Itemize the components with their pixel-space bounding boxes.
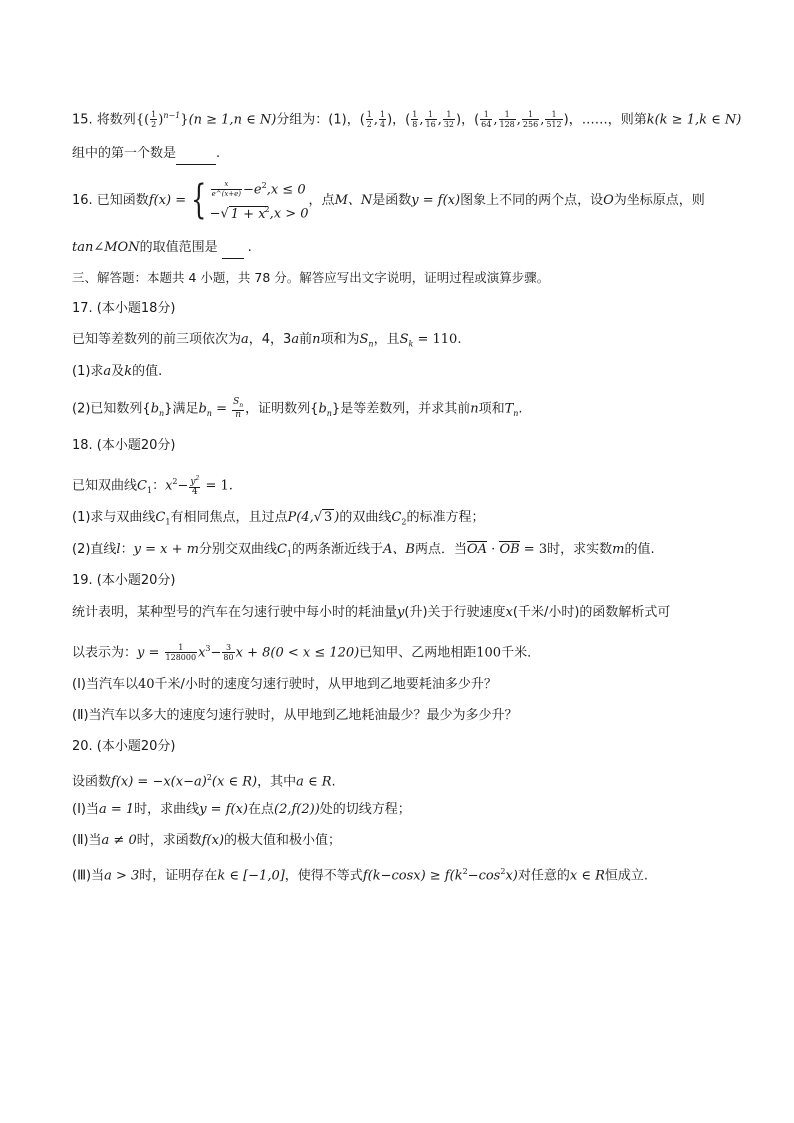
- q17-p1d: 的值.: [132, 364, 163, 379]
- q16-answer-blank[interactable]: [222, 238, 244, 259]
- q19-l2y: y =: [137, 645, 164, 661]
- q18-eq-c: = 1.: [201, 478, 233, 494]
- q20-p3b: a > 3: [104, 868, 140, 884]
- q19-l1b: (升)关于行驶速度: [404, 605, 506, 620]
- q19-line-2: 以表示为：y = $\frac{1}{128000}$ $x^3-$ $\frac{3}{80}$ x + 8(0 < x ≤ 120)已知甲、乙两地相距100千米．: [72, 643, 541, 663]
- q17-stem: 已知等差数列的前三项依次为a，4，3a前n项和为$S_n$，且$S_k = 110$.: [72, 332, 462, 349]
- q20-p3f: f(k−cosx) ≥ f(k: [362, 868, 463, 884]
- q17-p2-b3: b: [318, 401, 327, 417]
- q16-yfx: y = f(x): [411, 192, 461, 208]
- q20-p1g: 处的切线方程；: [319, 802, 411, 817]
- q19-y: y: [397, 605, 405, 620]
- section-3-text: 三、解答题：本题共 4 小题，共 78 分。解答应写出文字说明，证明过程或演算步骤。: [72, 270, 550, 285]
- q17-p2h: .: [518, 401, 523, 417]
- q20-head: [72, 737, 176, 757]
- q18-stem: 已知双曲线$C_1$：$x^2-$ $\frac{y^2}{4}$ = 1.: [72, 475, 233, 498]
- q20-p1a: (Ⅰ)当: [72, 802, 99, 817]
- q17-Sn: S: [359, 332, 369, 347]
- q15-text-3: 组中的第一个数是: [72, 146, 177, 161]
- q18-p1e: ): [334, 510, 340, 525]
- q19-l2e: 已知甲、乙两地相距: [359, 645, 477, 661]
- q15-seq-close-paren: ): [158, 112, 164, 128]
- q20-p2e: 的极大值和极小值；: [224, 833, 342, 848]
- q20-stem-e: .: [331, 774, 336, 790]
- q20-p1c: 时，求曲线: [134, 802, 200, 817]
- q18-vec-OA: OA: [466, 542, 488, 557]
- q17-p2-b: b: [150, 401, 160, 417]
- q20-p3c: 时，证明存在: [139, 868, 218, 884]
- q18-C2: C: [391, 510, 402, 525]
- q16-line-2b: 的取值范围是: [139, 240, 218, 255]
- q18-y2-over-4: $\frac{y^2}{4}$: [190, 475, 200, 498]
- q17-stem-c: 前: [299, 332, 313, 347]
- q15-cond: (n ≥ 1,n ∈ N): [188, 112, 277, 128]
- q16-text-4: 为坐标原点，则: [613, 192, 705, 208]
- q18-dot: ·: [487, 542, 500, 557]
- q18-p2f: = 3: [519, 542, 548, 557]
- q19-x3: x: [198, 645, 206, 661]
- q15-answer-blank[interactable]: [176, 144, 216, 165]
- q18-stem-b: ：: [152, 478, 166, 494]
- q15-g4-f1: $\frac{1}{64}$: [481, 110, 492, 130]
- q18-part-2: (2)直线l：y = x + m分别交双曲线$C_1$的两条渐近线于A、B两点．当OA · OB = 3时，求实数m的值.: [72, 542, 655, 559]
- q15-seq-close: }: [180, 112, 189, 128]
- q17-head: [72, 299, 176, 319]
- q15-text-2: )，……，则第: [563, 112, 647, 128]
- q18-p2d: 的两条渐近线于: [292, 542, 384, 557]
- q17-p1: (1)求: [72, 364, 104, 379]
- q15-g2-f2: $\frac{1}{4}$: [380, 110, 386, 130]
- q20-p3g: −cos: [467, 868, 501, 884]
- q18-p1a: (1)求与双曲线: [72, 510, 156, 525]
- q19-head: [72, 571, 176, 591]
- q15-g3-f1: $\frac{1}{8}$: [412, 110, 418, 130]
- q20-p1f: (2,f(2)): [274, 802, 320, 817]
- q17-sk-eq: = 110.: [413, 332, 462, 347]
- q17-stem-e: ，且: [373, 332, 400, 347]
- q20-p3i: 对任意的: [517, 868, 570, 884]
- q20-p1e: 在点: [247, 802, 274, 817]
- q19-l2d: x + 8(0 < x ≤ 120): [235, 645, 360, 661]
- q20-stem-d: a ∈ R: [296, 774, 332, 790]
- q15-g2-f1: $\frac{1}{2}$: [366, 110, 372, 130]
- q18-p1c: P(4,: [287, 510, 314, 525]
- q18-p2b: ：: [120, 542, 134, 557]
- q16-end: .: [247, 240, 252, 255]
- q18-p1-C1: C: [155, 510, 166, 525]
- q15-end: .: [216, 146, 221, 161]
- q20-p2a: (Ⅱ)当: [72, 833, 102, 848]
- q20-part-2: [72, 831, 341, 851]
- q17-Sn-over-n: $\frac{S_n}{n}$: [233, 397, 244, 420]
- q20-p1b: a = 1: [98, 802, 135, 817]
- q20-p2c: 时，求函数: [136, 833, 202, 848]
- q17-a-2: a: [291, 332, 300, 347]
- q20-head-text: 20. (本小题20分): [72, 739, 176, 754]
- q15-label: 15. 将数列: [72, 112, 136, 128]
- q18-p2-C1: C: [276, 542, 287, 557]
- q17-head-text: 17. (本小题18分): [72, 301, 176, 316]
- q18-p2c: 分别交双曲线: [198, 542, 277, 557]
- q20-p1d: y = f(x): [199, 802, 248, 817]
- q18-C1: C: [137, 478, 147, 494]
- q18-eq-minus: −: [177, 478, 189, 494]
- q17-p2-n: n: [470, 401, 479, 417]
- q15-g4-f2: $\frac{1}{128}$: [499, 110, 515, 130]
- q17-p2a: (2)已知数列{: [72, 401, 151, 417]
- q19-head-text: 19. (本小题20分): [72, 573, 176, 588]
- q15-line-1: 15. 将数列{( $\frac{1}{2}$ )$^{n-1}$}(n ≥ 1,n ∈ N)分组为：(1)，( $\frac{1}{2}$ , $\frac{1}{4}$ )，( $\frac{1}{8}$ , $\frac{1}{16}$ , $\frac{1}{32}$ )，( $\frac{1}{64}$ , $\frac{1}{128}$ , $\frac{1}{256}$ , $\frac{1}{512}$ )，……，则第k(k ≥ 1,k ∈ N): [72, 110, 742, 130]
- q17-p1-a: a: [103, 364, 112, 379]
- q16-cases: [210, 176, 309, 225]
- q18-part-1: (1)求与双曲线$C_1$有相同焦点，且过点P(4,√ 3 )的双曲线$C_2$的标准方程；: [72, 510, 485, 527]
- q18-vec-OB: OB: [499, 542, 520, 557]
- q19-frac-2: $\frac{3}{80}$: [223, 643, 234, 663]
- q19-l1c: (千米/小时)的函数解析式可: [512, 605, 671, 620]
- q19-40: 40: [137, 677, 155, 692]
- q16-case-2: −√ $1 + x^2,x > 0$: [209, 205, 309, 222]
- q15-line-2: [72, 144, 220, 165]
- q20-p3h: x): [505, 868, 518, 884]
- q16-text-3: 图象上不同的两个点，设: [460, 192, 604, 208]
- q18-p1g: 的标准方程；: [406, 510, 485, 525]
- q18-stem-a: 已知双曲线: [72, 478, 138, 494]
- q17-p2-b2: b: [198, 401, 207, 417]
- q17-Sk: S: [399, 332, 409, 347]
- q18-eq-x: x: [165, 478, 173, 494]
- q20-part-3: (Ⅲ)当a > 3时，证明存在k ∈ [−1,0]，使得不等式$f(k-\cos x) \ge f(k^2-\cos^2x)$对任意的x ∈ R恒成立.: [72, 867, 649, 884]
- q16-case-1: $\frac{x}{e\^{}(x+e)}$ $-e^2,x \le 0$: [211, 180, 306, 199]
- q15-g4-f3: $\frac{1}{256}$: [522, 110, 539, 130]
- q18-head-text: 18. (本小题20分): [72, 438, 176, 453]
- q19-p1c: 千米/小时的速度匀速行驶时，从甲地到乙地要耗油多少升？: [154, 677, 497, 692]
- q17-part-2: (2)已知数列$\{b_n\}$满足$b_n$ = $\frac{S_n}{n}$ ，证明数列$\{b_n\}$是等差数列，并求其前n项和$T_n$.: [72, 397, 523, 420]
- q19-part-1: [72, 675, 497, 695]
- q18-AB: A、B: [383, 542, 415, 557]
- q17-stem-a: 已知等差数列的前三项依次为: [72, 332, 242, 347]
- q15-kcond: (k ≥ 1,k ∈ N): [654, 112, 742, 128]
- q16-MN: M、N: [334, 192, 373, 208]
- q15-g3-f3: $\frac{1}{32}$: [443, 110, 455, 130]
- q15-seq-open: {(: [135, 112, 150, 128]
- q20-p3j: x ∈ R: [569, 868, 605, 884]
- q19-l2g: 千米．: [501, 645, 541, 661]
- q17-p2c: }满足: [164, 401, 199, 417]
- q19-minus: −: [210, 645, 222, 661]
- q18-p2a: (2)直线: [72, 542, 117, 557]
- q18-p2e: 两点．当: [414, 542, 467, 557]
- q18-p1d: 3: [324, 510, 333, 525]
- q16-O: O: [603, 192, 614, 208]
- q15-half-frac: $\frac{1}{2}$: [151, 110, 157, 130]
- q20-stem-f: f(x) = −x(x−a): [111, 774, 207, 790]
- q18-p1f: 的双曲线: [339, 510, 392, 525]
- q15-k: k: [646, 112, 655, 128]
- q20-p2b: a ≠ 0: [101, 833, 137, 848]
- q16-fx: f(x) =: [148, 192, 187, 208]
- q17-stem-b: ，4，3: [248, 332, 292, 347]
- q17-Tn: T: [504, 401, 514, 417]
- q17-p2e: ，证明数列{: [245, 401, 319, 417]
- q15-mid-3: )，(: [456, 112, 480, 128]
- q19-l1a: 统计表明，某种型号的汽车在匀速行驶中每小时的耗油量: [72, 605, 398, 620]
- q19-l2a: 以表示为：: [72, 645, 138, 661]
- q19-100: 100: [476, 645, 502, 661]
- q15-seq-exp: n−1: [163, 111, 181, 120]
- q17-p2g: 项和: [478, 401, 505, 417]
- q16-brace: {: [191, 177, 207, 224]
- q19-p2: (Ⅱ)当汽车以多大的速度匀速行驶时，从甲地到乙地耗油最少？最少为多少升？: [72, 708, 518, 723]
- q15-mid-2: )，(: [387, 112, 411, 128]
- q20-p3e: ，使得不等式: [284, 868, 363, 884]
- q18-m: m: [612, 542, 625, 557]
- q18-p2h: 的值.: [624, 542, 655, 557]
- section-3-heading: [72, 268, 549, 288]
- q18-head: [72, 436, 176, 456]
- q19-line-1: [72, 603, 670, 623]
- q19-x: x: [505, 605, 513, 620]
- q18-line-eq: y = x + m: [133, 542, 199, 557]
- q20-p3a: (Ⅲ)当: [72, 868, 105, 884]
- q17-p1b: 及: [111, 364, 125, 379]
- q17-p2d: =: [211, 401, 232, 417]
- q20-stem: 设函数$f(x) = -x(x-a)^2(x$ ∈ R)，其中a ∈ R.: [72, 773, 336, 790]
- q16-text-1: ，点: [308, 192, 335, 208]
- q18-l: l: [116, 542, 121, 557]
- q17-stem-d: 项和为: [320, 332, 360, 347]
- q20-stem-a: 设函数: [72, 774, 112, 790]
- q17-p2f: }是等差数列，并求其前: [331, 401, 471, 417]
- q19-frac-1: $\frac{1}{128000}$: [165, 643, 197, 663]
- q16-tan-MON: tan∠MON: [72, 240, 140, 255]
- q20-p2d: f(x): [201, 833, 225, 848]
- q19-p1a: (Ⅰ)当汽车以: [72, 677, 138, 692]
- q16-text-2: 是函数: [372, 192, 412, 208]
- q19-part-2: [72, 706, 518, 726]
- q20-p3k: 恒成立.: [604, 868, 649, 884]
- q17-a: a: [241, 332, 249, 347]
- q18-p1b: 有相同焦点，且过点: [170, 510, 288, 525]
- q17-p1-k: k: [124, 364, 133, 379]
- q20-p3d: k ∈ [−1,0]: [217, 868, 285, 884]
- q20-stem-b: (x ∈ R): [211, 774, 258, 790]
- q15-text-1: 分组为：(1)，(: [276, 112, 365, 128]
- q15-g3-f2: $\frac{1}{16}$: [425, 110, 436, 130]
- q16-line-2: [72, 238, 252, 259]
- q17-part-1: [72, 362, 162, 382]
- q16-line-1: [72, 176, 705, 224]
- q17-n: n: [312, 332, 321, 347]
- q18-p2g: 时，求实数: [547, 542, 613, 557]
- q20-stem-c: ，其中: [257, 774, 297, 790]
- q15-g4-f4: $\frac{1}{512}$: [546, 110, 562, 130]
- q20-part-1: [72, 800, 411, 820]
- q16-label: 16. 已知函数: [72, 192, 149, 208]
